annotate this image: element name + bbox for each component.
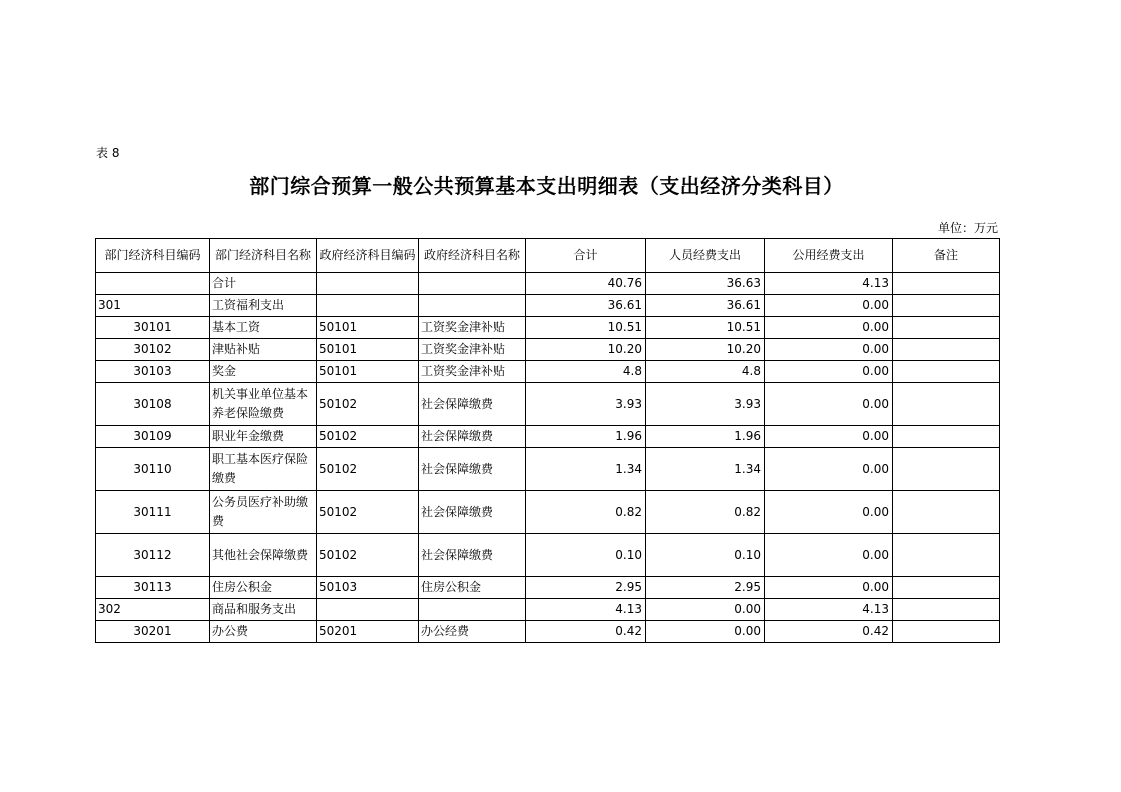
unit-label: 单位：万元 [937,221,998,235]
cell-gov-code: 50101 [317,339,419,361]
cell-public: 0.00 [765,577,893,599]
header-gov-name: 政府经济科目名称 [419,239,526,273]
cell-public: 0.42 [765,621,893,643]
cell-note [893,577,1000,599]
cell-dept-code: 30201 [96,621,210,643]
cell-gov-code [317,295,419,317]
table-row [96,599,1000,621]
document-title: 部门综合预算一般公共预算基本支出明细表（支出经济分类科目） [249,174,844,198]
table-row [96,383,1000,426]
budget-detail-table [95,238,1000,643]
cell-gov-name: 办公经费 [419,621,526,643]
cell-public: 0.00 [765,534,893,577]
cell-total: 0.10 [526,534,646,577]
cell-personnel: 4.8 [646,361,765,383]
cell-dept-name: 公务员医疗补助缴费 [210,491,317,534]
cell-total: 10.51 [526,317,646,339]
cell-public: 0.00 [765,448,893,491]
cell-dept-code: 301 [96,295,210,317]
cell-dept-name: 机关事业单位基本养老保险缴费 [210,383,317,426]
cell-dept-name: 办公费 [210,621,317,643]
cell-gov-name [419,295,526,317]
cell-gov-name: 工资奖金津补贴 [419,339,526,361]
cell-dept-name: 合计 [210,273,317,295]
cell-note [893,621,1000,643]
cell-note [893,383,1000,426]
cell-gov-code: 50103 [317,577,419,599]
cell-personnel: 10.51 [646,317,765,339]
cell-total: 10.20 [526,339,646,361]
table-row [96,317,1000,339]
cell-dept-code [96,273,210,295]
table-row [96,534,1000,577]
table-row [96,426,1000,448]
cell-dept-code: 30111 [96,491,210,534]
cell-dept-name: 住房公积金 [210,577,317,599]
cell-total: 40.76 [526,273,646,295]
cell-personnel: 0.10 [646,534,765,577]
cell-dept-code: 30110 [96,448,210,491]
cell-note [893,426,1000,448]
table-row [96,361,1000,383]
cell-gov-name: 社会保障缴费 [419,534,526,577]
cell-gov-code: 50102 [317,534,419,577]
cell-gov-code: 50201 [317,621,419,643]
header-total: 合计 [526,239,646,273]
table-row [96,339,1000,361]
cell-gov-name: 工资奖金津补贴 [419,317,526,339]
cell-total: 0.42 [526,621,646,643]
table-header-row [96,239,1000,273]
cell-gov-name [419,273,526,295]
cell-dept-code: 302 [96,599,210,621]
cell-dept-code: 30101 [96,317,210,339]
cell-total: 1.34 [526,448,646,491]
cell-gov-code: 50102 [317,491,419,534]
table-row [96,577,1000,599]
cell-note [893,317,1000,339]
cell-gov-name: 社会保障缴费 [419,426,526,448]
cell-public: 4.13 [765,273,893,295]
cell-personnel: 1.34 [646,448,765,491]
cell-public: 0.00 [765,339,893,361]
cell-note [893,491,1000,534]
cell-dept-name: 其他社会保障缴费 [210,534,317,577]
cell-gov-name: 社会保障缴费 [419,383,526,426]
cell-total: 4.13 [526,599,646,621]
cell-total: 0.82 [526,491,646,534]
cell-public: 0.00 [765,426,893,448]
cell-public: 4.13 [765,599,893,621]
cell-dept-name: 基本工资 [210,317,317,339]
cell-personnel: 0.82 [646,491,765,534]
cell-note [893,599,1000,621]
cell-total: 3.93 [526,383,646,426]
cell-dept-code: 30113 [96,577,210,599]
cell-total: 1.96 [526,426,646,448]
cell-dept-name: 奖金 [210,361,317,383]
table-row [96,621,1000,643]
cell-dept-code: 30112 [96,534,210,577]
cell-gov-code: 50101 [317,317,419,339]
cell-gov-code [317,273,419,295]
cell-gov-code: 50102 [317,383,419,426]
cell-personnel: 3.93 [646,383,765,426]
cell-personnel: 36.61 [646,295,765,317]
cell-note [893,273,1000,295]
table-row [96,295,1000,317]
cell-dept-name: 津贴补贴 [210,339,317,361]
header-note: 备注 [893,239,1000,273]
cell-note [893,534,1000,577]
cell-dept-name: 职业年金缴费 [210,426,317,448]
cell-dept-name: 工资福利支出 [210,295,317,317]
header-public: 公用经费支出 [765,239,893,273]
cell-gov-name: 住房公积金 [419,577,526,599]
cell-public: 0.00 [765,295,893,317]
header-dept-name: 部门经济科目名称 [210,239,317,273]
cell-total: 4.8 [526,361,646,383]
cell-dept-name: 职工基本医疗保险缴费 [210,448,317,491]
cell-personnel: 1.96 [646,426,765,448]
cell-gov-code: 50102 [317,426,419,448]
cell-note [893,339,1000,361]
cell-dept-code: 30102 [96,339,210,361]
header-personnel: 人员经费支出 [646,239,765,273]
cell-personnel: 36.63 [646,273,765,295]
cell-note [893,448,1000,491]
cell-dept-name: 商品和服务支出 [210,599,317,621]
cell-dept-code: 30108 [96,383,210,426]
cell-public: 0.00 [765,361,893,383]
cell-gov-code: 50101 [317,361,419,383]
cell-public: 0.00 [765,383,893,426]
header-dept-code: 部门经济科目编码 [96,239,210,273]
cell-gov-code [317,599,419,621]
cell-total: 2.95 [526,577,646,599]
cell-dept-code: 30109 [96,426,210,448]
table-row [96,491,1000,534]
cell-gov-name: 工资奖金津补贴 [419,361,526,383]
cell-personnel: 0.00 [646,599,765,621]
cell-note [893,295,1000,317]
cell-personnel: 2.95 [646,577,765,599]
cell-note [893,361,1000,383]
cell-gov-name: 社会保障缴费 [419,448,526,491]
table-number: 表 8 [96,146,120,160]
cell-public: 0.00 [765,317,893,339]
cell-public: 0.00 [765,491,893,534]
cell-personnel: 10.20 [646,339,765,361]
table-row [96,273,1000,295]
cell-gov-name: 社会保障缴费 [419,491,526,534]
cell-total: 36.61 [526,295,646,317]
cell-gov-name [419,599,526,621]
cell-gov-code: 50102 [317,448,419,491]
table-row [96,448,1000,491]
header-gov-code: 政府经济科目编码 [317,239,419,273]
cell-dept-code: 30103 [96,361,210,383]
cell-personnel: 0.00 [646,621,765,643]
